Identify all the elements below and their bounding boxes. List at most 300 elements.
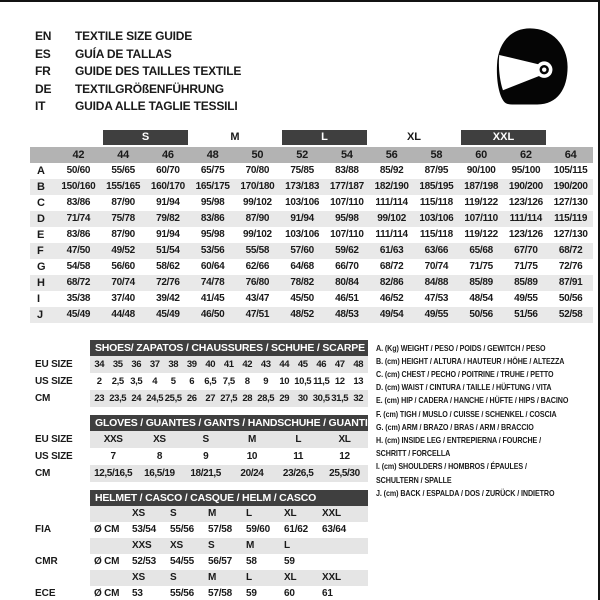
lower-section bbox=[0, 340, 598, 600]
shoes-table-title: SHOES/ ZAPATOS / CHAUSSURES / SCHUHE / SCARPE bbox=[90, 340, 368, 356]
size-value: 115/118 bbox=[419, 229, 453, 240]
size-number-row bbox=[30, 147, 593, 163]
shoes-value: 26 bbox=[186, 392, 197, 404]
size-value: 150/160 bbox=[61, 181, 96, 192]
size-value: 119/122 bbox=[464, 197, 498, 208]
size-value: 55/58 bbox=[245, 245, 270, 256]
helmet-size: L bbox=[246, 572, 252, 583]
helmet-size: XXL bbox=[322, 508, 341, 519]
size-value: 103/106 bbox=[285, 197, 320, 208]
size-value: 177/187 bbox=[329, 181, 364, 192]
legend-item bbox=[376, 460, 600, 486]
language-code: DE bbox=[35, 81, 52, 96]
size-value: 50/56 bbox=[469, 309, 493, 320]
shoes-value: 5 bbox=[170, 375, 176, 387]
size-value: 47/50 bbox=[66, 245, 91, 256]
size-value: 83/86 bbox=[66, 197, 91, 208]
helmet-value: 59 bbox=[284, 556, 295, 567]
helmet-size: M bbox=[208, 508, 217, 519]
gloves-table-rows bbox=[30, 431, 368, 482]
shoes-table bbox=[30, 340, 368, 407]
gloves-row bbox=[30, 448, 368, 465]
shoes-value: 31,5 bbox=[331, 392, 349, 404]
size-value: 39/42 bbox=[156, 293, 180, 304]
gloves-value: 9 bbox=[203, 450, 209, 462]
shoes-value: 13 bbox=[353, 375, 364, 387]
size-value: 190/200 bbox=[508, 181, 543, 192]
shoes-value: 39 bbox=[186, 358, 197, 370]
shoes-value: 11,5 bbox=[313, 375, 330, 387]
shoes-value: 2,5 bbox=[111, 375, 124, 387]
helmet-standard-label: FIA bbox=[35, 524, 52, 535]
size-value: 49/55 bbox=[514, 293, 538, 304]
size-value: 155/165 bbox=[106, 181, 141, 192]
size-value: 111/114 bbox=[375, 229, 408, 240]
gloves-value: 20/24 bbox=[240, 467, 264, 479]
size-value: 105/115 bbox=[553, 165, 588, 176]
helmet-values-row bbox=[30, 522, 368, 538]
legend-item bbox=[376, 434, 600, 460]
language-code: EN bbox=[35, 29, 52, 43]
shoes-row bbox=[30, 373, 368, 390]
legend-line: F. (cm) TIGH / MUSLO / CUISSE / SCHENKEL / COSCIA bbox=[375, 408, 557, 419]
size-value: 46/52 bbox=[379, 293, 404, 304]
size-value: 37/40 bbox=[111, 293, 135, 304]
size-value: 85/92 bbox=[379, 165, 404, 176]
size-value: 99/102 bbox=[377, 213, 407, 224]
measurement-row bbox=[30, 259, 593, 275]
accessory-tables bbox=[30, 340, 368, 600]
gloves-value: 25,5/30 bbox=[329, 467, 360, 479]
size-value: 91/94 bbox=[156, 197, 180, 208]
size-group-m: M bbox=[230, 131, 240, 143]
size-value: 63/66 bbox=[424, 245, 449, 256]
legend-item bbox=[376, 394, 600, 407]
size-value: 79/82 bbox=[156, 213, 180, 224]
shoes-value: 12 bbox=[334, 375, 345, 387]
size-value: 45/50 bbox=[290, 293, 314, 304]
size-value: 71/75 bbox=[514, 261, 538, 272]
size-value: 52/58 bbox=[558, 309, 583, 320]
size-value: 95/98 bbox=[335, 213, 359, 224]
helmet-value: 57/58 bbox=[208, 588, 233, 599]
size-value: 83/88 bbox=[335, 165, 359, 176]
size-value: 182/190 bbox=[374, 181, 409, 192]
legend-line: B. (cm) HEIGHT / ALTURA / HAUTEUR / HÖHE / ALTEZZA bbox=[375, 355, 564, 366]
measurement-row bbox=[30, 211, 593, 227]
helmet-table-rows bbox=[30, 506, 368, 600]
size-value: 95/98 bbox=[200, 229, 225, 240]
helmet-value: 55/56 bbox=[170, 588, 195, 599]
size-value: 84/88 bbox=[424, 277, 449, 288]
size-value: 165/175 bbox=[195, 181, 230, 192]
helmet-icon bbox=[486, 22, 574, 110]
size-value: 67/70 bbox=[514, 245, 538, 256]
shoes-value: 6 bbox=[189, 375, 195, 387]
group-spacer bbox=[30, 130, 101, 145]
helmet-size: XL bbox=[284, 508, 297, 519]
shoes-value: 43 bbox=[260, 358, 271, 370]
gloves-table bbox=[30, 415, 368, 482]
gloves-value: 12,5/16,5 bbox=[94, 467, 133, 479]
size-value: 71/75 bbox=[469, 261, 493, 272]
helmet-values bbox=[90, 554, 368, 570]
shoes-value: 25,5 bbox=[164, 392, 182, 404]
size-value: 48/52 bbox=[290, 309, 314, 320]
size-value: 56/60 bbox=[111, 261, 135, 272]
helmet-size: XXL bbox=[322, 572, 341, 583]
helmet-value: 52/53 bbox=[132, 556, 157, 567]
size-value: 43/47 bbox=[245, 293, 270, 304]
measurement-row bbox=[30, 195, 593, 211]
size-column-header: 56 bbox=[385, 148, 398, 161]
shoes-value: 6,5 bbox=[204, 375, 217, 387]
size-value: 47/53 bbox=[424, 293, 449, 304]
measurement-row bbox=[30, 275, 593, 291]
size-value: 72/76 bbox=[558, 261, 583, 272]
size-value: 173/183 bbox=[285, 181, 320, 192]
shoes-value: 7,5 bbox=[222, 375, 235, 387]
helmet-value: 53/54 bbox=[132, 524, 157, 535]
size-value: 47/51 bbox=[245, 309, 270, 320]
size-value: 190/200 bbox=[553, 181, 588, 192]
helmet-value: 55/56 bbox=[170, 524, 195, 535]
size-value: 111/114 bbox=[509, 213, 543, 224]
legend-item bbox=[376, 368, 600, 381]
gloves-table-title: GLOVES / GUANTES / GANTS / HANDSCHUHE / GUANTI bbox=[90, 415, 368, 431]
size-value: 111/114 bbox=[375, 197, 408, 208]
size-column-header: 54 bbox=[341, 148, 353, 161]
row-letter: F bbox=[37, 244, 44, 257]
size-value: 83/86 bbox=[66, 229, 91, 240]
shoes-value: 41 bbox=[223, 358, 234, 370]
helmet-sizes-row bbox=[30, 538, 368, 554]
size-value: 74/78 bbox=[200, 277, 225, 288]
helmet-size: XS bbox=[170, 540, 183, 551]
size-value: 48/54 bbox=[469, 293, 493, 304]
size-value: 170/180 bbox=[240, 181, 275, 192]
shoes-value: 24 bbox=[131, 392, 142, 404]
measurement-row bbox=[30, 291, 593, 307]
gloves-value: 8 bbox=[156, 450, 162, 462]
shoes-row-label: EU SIZE bbox=[35, 358, 73, 370]
helmet-value: 59/60 bbox=[246, 524, 271, 535]
size-value: 95/98 bbox=[200, 197, 225, 208]
language-title: GUIDA ALLE TAGLIE TESSILI bbox=[75, 99, 238, 113]
helmet-sizes bbox=[90, 506, 368, 522]
size-value: 66/70 bbox=[335, 261, 359, 272]
helmet-size: L bbox=[284, 540, 290, 551]
row-letter: I bbox=[37, 292, 40, 305]
shoes-row-values bbox=[90, 356, 368, 373]
legend-item bbox=[376, 381, 600, 394]
helmet-table bbox=[30, 490, 368, 600]
gloves-row-label: US SIZE bbox=[35, 450, 73, 462]
measurement-row bbox=[30, 163, 593, 179]
measurement-row bbox=[30, 243, 593, 259]
gloves-row-label: CM bbox=[35, 467, 51, 479]
gloves-value: M bbox=[247, 433, 256, 445]
helmet-values bbox=[90, 522, 368, 538]
size-column-header: 64 bbox=[564, 148, 577, 161]
size-value: 35/38 bbox=[66, 293, 91, 304]
helmet-sizes-row bbox=[30, 506, 368, 522]
size-value: 55/65 bbox=[111, 165, 135, 176]
size-value: 87/90 bbox=[245, 213, 270, 224]
gloves-value: 11 bbox=[293, 450, 304, 462]
shoes-value: 30,5 bbox=[312, 392, 330, 404]
size-value: 83/86 bbox=[200, 213, 225, 224]
size-value: 65/75 bbox=[200, 165, 225, 176]
row-letter: B bbox=[37, 180, 45, 193]
legend-line: G. (cm) ARM / BRAZO / BRAS / ARM / BRACCIO bbox=[375, 421, 534, 432]
gloves-value: 23/26,5 bbox=[282, 467, 314, 479]
legend-item bbox=[376, 355, 600, 368]
helmet-values-row bbox=[30, 586, 368, 600]
gloves-value: L bbox=[295, 433, 302, 445]
shoes-value: 28,5 bbox=[257, 392, 275, 404]
helmet-unit: Ø CM bbox=[94, 556, 120, 567]
shoes-value: 4 bbox=[152, 375, 158, 387]
measurement-legend bbox=[368, 340, 600, 600]
gloves-value: XS bbox=[153, 433, 166, 445]
legend-item bbox=[376, 487, 600, 500]
shoes-row bbox=[30, 390, 368, 407]
shoes-value: 2 bbox=[96, 375, 102, 387]
shoes-value: 23 bbox=[94, 392, 105, 404]
size-value: 123/126 bbox=[508, 197, 543, 208]
size-value: 127/130 bbox=[553, 229, 588, 240]
legend-item bbox=[376, 342, 600, 355]
size-column-header: 62 bbox=[520, 148, 532, 161]
legend-line: SCHRITT / FORCELLA bbox=[375, 448, 450, 459]
size-value: 70/80 bbox=[245, 165, 270, 176]
size-value: 95/100 bbox=[511, 165, 541, 176]
shoes-value: 36 bbox=[131, 358, 142, 370]
helmet-size: XS bbox=[132, 572, 145, 583]
row-letter: J bbox=[37, 308, 43, 321]
size-value: 119/122 bbox=[464, 229, 498, 240]
legend-line: SCHULTERN / SPALLE bbox=[375, 474, 452, 485]
size-value: 45/49 bbox=[156, 309, 180, 320]
legend-line: E. (cm) HIP / CADERA / HANCHE / HÜFTE / HIPS / BACINO bbox=[375, 395, 568, 406]
measurement-row bbox=[30, 179, 593, 195]
size-value: 49/55 bbox=[424, 309, 449, 320]
shoes-value: 47 bbox=[334, 358, 345, 370]
size-value: 49/52 bbox=[111, 245, 135, 256]
shoes-row-values bbox=[90, 390, 368, 407]
size-value: 91/94 bbox=[290, 213, 314, 224]
legend-line: H. (cm) INSIDE LEG / ENTREPIERNA / FOURCHE / bbox=[375, 434, 541, 445]
gloves-row-values bbox=[90, 448, 368, 465]
size-column-header: 52 bbox=[296, 148, 308, 161]
size-value: 50/60 bbox=[66, 165, 91, 176]
gloves-row bbox=[30, 465, 368, 482]
legend-item bbox=[376, 421, 600, 434]
language-title: GUÍA DE TALLAS bbox=[75, 46, 172, 61]
gloves-row-values bbox=[90, 431, 368, 448]
size-value: 65/68 bbox=[469, 245, 493, 256]
size-value: 91/94 bbox=[156, 229, 180, 240]
shoes-value: 24,5 bbox=[146, 392, 164, 404]
size-value: 123/126 bbox=[508, 229, 543, 240]
helmet-size: L bbox=[246, 508, 252, 519]
language-title: TEXTILGRÖßENFÜHRUNG bbox=[75, 81, 224, 96]
size-value: 71/74 bbox=[66, 213, 91, 224]
size-value: 70/74 bbox=[111, 277, 135, 288]
size-value: 59/62 bbox=[335, 245, 359, 256]
legend-line: A. (Kg) WEIGHT / PESO / POIDS / GEWITCH / PESO bbox=[375, 342, 546, 353]
legend-item bbox=[376, 408, 600, 421]
shoes-value: 3,5 bbox=[130, 375, 143, 387]
language-code: IT bbox=[35, 99, 46, 113]
size-value: 60/70 bbox=[156, 165, 180, 176]
shoes-row bbox=[30, 356, 368, 373]
size-value: 76/80 bbox=[245, 277, 270, 288]
size-group-l: L bbox=[282, 130, 368, 145]
shoes-value: 9 bbox=[263, 375, 269, 387]
helmet-size: M bbox=[208, 572, 217, 583]
size-value: 160/170 bbox=[150, 181, 185, 192]
shoes-value: 42 bbox=[242, 358, 253, 370]
size-column-header: 60 bbox=[475, 148, 487, 161]
helmet-unit: Ø CM bbox=[94, 524, 120, 535]
size-value: 60/64 bbox=[200, 261, 225, 272]
size-value: 46/51 bbox=[335, 293, 359, 304]
size-value: 58/62 bbox=[156, 261, 180, 272]
gloves-value: 16,5/19 bbox=[144, 467, 175, 479]
size-value: 78/82 bbox=[290, 277, 314, 288]
size-value: 61/63 bbox=[379, 245, 404, 256]
size-value: 48/53 bbox=[335, 309, 359, 320]
helmet-value: 61 bbox=[322, 588, 333, 599]
size-value: 87/90 bbox=[111, 229, 135, 240]
size-value: 87/90 bbox=[111, 197, 135, 208]
size-value: 82/86 bbox=[379, 277, 404, 288]
row-letter: C bbox=[37, 196, 45, 209]
shoes-value: 10 bbox=[279, 375, 290, 387]
size-value: 115/118 bbox=[419, 197, 453, 208]
size-value: 99/102 bbox=[242, 197, 272, 208]
size-group-row bbox=[30, 130, 593, 146]
size-value: 107/110 bbox=[330, 197, 364, 208]
racing-helmet-icon bbox=[486, 22, 574, 110]
shoes-value: 23,5 bbox=[109, 392, 127, 404]
size-value: 68/72 bbox=[66, 277, 91, 288]
helmet-sizes-row bbox=[30, 570, 368, 586]
gloves-value: 7 bbox=[110, 450, 116, 462]
helmet-size: XL bbox=[284, 572, 297, 583]
helmet-value: 57/58 bbox=[208, 524, 233, 535]
size-value: 50/56 bbox=[558, 293, 583, 304]
size-value: 87/91 bbox=[558, 277, 583, 288]
size-value: 187/198 bbox=[464, 181, 499, 192]
shoes-table-rows bbox=[30, 356, 368, 407]
gloves-value: XL bbox=[338, 433, 351, 445]
size-value: 107/110 bbox=[330, 229, 364, 240]
size-value: 80/84 bbox=[335, 277, 359, 288]
helmet-standard-label: ECE bbox=[35, 588, 56, 599]
shoes-value: 10,5 bbox=[294, 375, 312, 387]
gloves-value: 12 bbox=[339, 450, 350, 462]
shoes-value: 27,5 bbox=[220, 392, 238, 404]
textile-size-table bbox=[30, 130, 593, 323]
size-value: 127/130 bbox=[553, 197, 588, 208]
size-column-header: 50 bbox=[251, 148, 264, 161]
shoes-value: 44 bbox=[279, 358, 290, 370]
helmet-size: S bbox=[208, 540, 215, 551]
helmet-value: 54/55 bbox=[170, 556, 195, 567]
helmet-size: M bbox=[246, 540, 255, 551]
language-code: FR bbox=[35, 64, 51, 78]
helmet-size: S bbox=[170, 508, 177, 519]
size-value: 75/85 bbox=[290, 165, 314, 176]
helmet-standard-label: CMR bbox=[35, 556, 58, 567]
gloves-value: 18/21,5 bbox=[190, 467, 221, 479]
size-value: 45/49 bbox=[66, 309, 91, 320]
size-value: 103/106 bbox=[285, 229, 320, 240]
shoes-row-values bbox=[90, 373, 368, 390]
size-value: 185/195 bbox=[419, 181, 454, 192]
size-value: 41/45 bbox=[200, 293, 225, 304]
shoes-row-label: CM bbox=[35, 392, 51, 404]
size-group-xl: XL bbox=[406, 131, 422, 143]
shoes-value: 46 bbox=[316, 358, 327, 370]
shoes-value: 38 bbox=[168, 358, 179, 370]
gloves-row-values bbox=[90, 465, 368, 482]
size-value: 115/119 bbox=[554, 213, 588, 224]
shoes-value: 35 bbox=[112, 358, 123, 370]
row-letter: G bbox=[37, 260, 46, 273]
language-title: TEXTILE SIZE GUIDE bbox=[75, 29, 193, 43]
helmet-values bbox=[90, 586, 368, 600]
size-column-header: 42 bbox=[72, 148, 85, 161]
helmet-size: XXS bbox=[132, 540, 152, 551]
size-value: 85/89 bbox=[469, 277, 493, 288]
shoes-value: 28 bbox=[242, 392, 253, 404]
size-value: 72/76 bbox=[156, 277, 180, 288]
helmet-value: 60 bbox=[284, 588, 295, 599]
helmet-value: 61/62 bbox=[284, 524, 309, 535]
language-title: GUIDE DES TAILLES TEXTILE bbox=[75, 64, 242, 78]
gloves-value: S bbox=[202, 433, 209, 445]
shoes-value: 29 bbox=[279, 392, 290, 404]
size-value: 87/95 bbox=[424, 165, 449, 176]
size-value: 103/106 bbox=[419, 213, 454, 224]
size-column-header: 58 bbox=[430, 148, 443, 161]
helmet-value: 63/64 bbox=[322, 524, 347, 535]
gloves-row bbox=[30, 431, 368, 448]
shoes-value: 8 bbox=[244, 375, 250, 387]
row-letter: E bbox=[37, 228, 45, 241]
legend-line: C. (cm) CHEST / PECHO / POITRINE / TRUHE / PETTO bbox=[375, 368, 554, 379]
size-value: 62/66 bbox=[245, 261, 270, 272]
measurement-row bbox=[30, 307, 593, 323]
measurement-row bbox=[30, 227, 593, 243]
size-value: 46/50 bbox=[200, 309, 225, 320]
helmet-values-row bbox=[30, 554, 368, 570]
helmet-sizes bbox=[90, 538, 368, 554]
shoes-row-label: US SIZE bbox=[35, 375, 73, 387]
gloves-value: 10 bbox=[246, 450, 258, 462]
size-value: 51/56 bbox=[514, 309, 538, 320]
size-value: 99/102 bbox=[242, 229, 272, 240]
size-column-header: 44 bbox=[117, 148, 129, 161]
shoes-value: 48 bbox=[353, 358, 364, 370]
size-group-s: S bbox=[103, 130, 189, 145]
shoes-value: 30 bbox=[297, 392, 308, 404]
size-value: 44/48 bbox=[111, 309, 135, 320]
